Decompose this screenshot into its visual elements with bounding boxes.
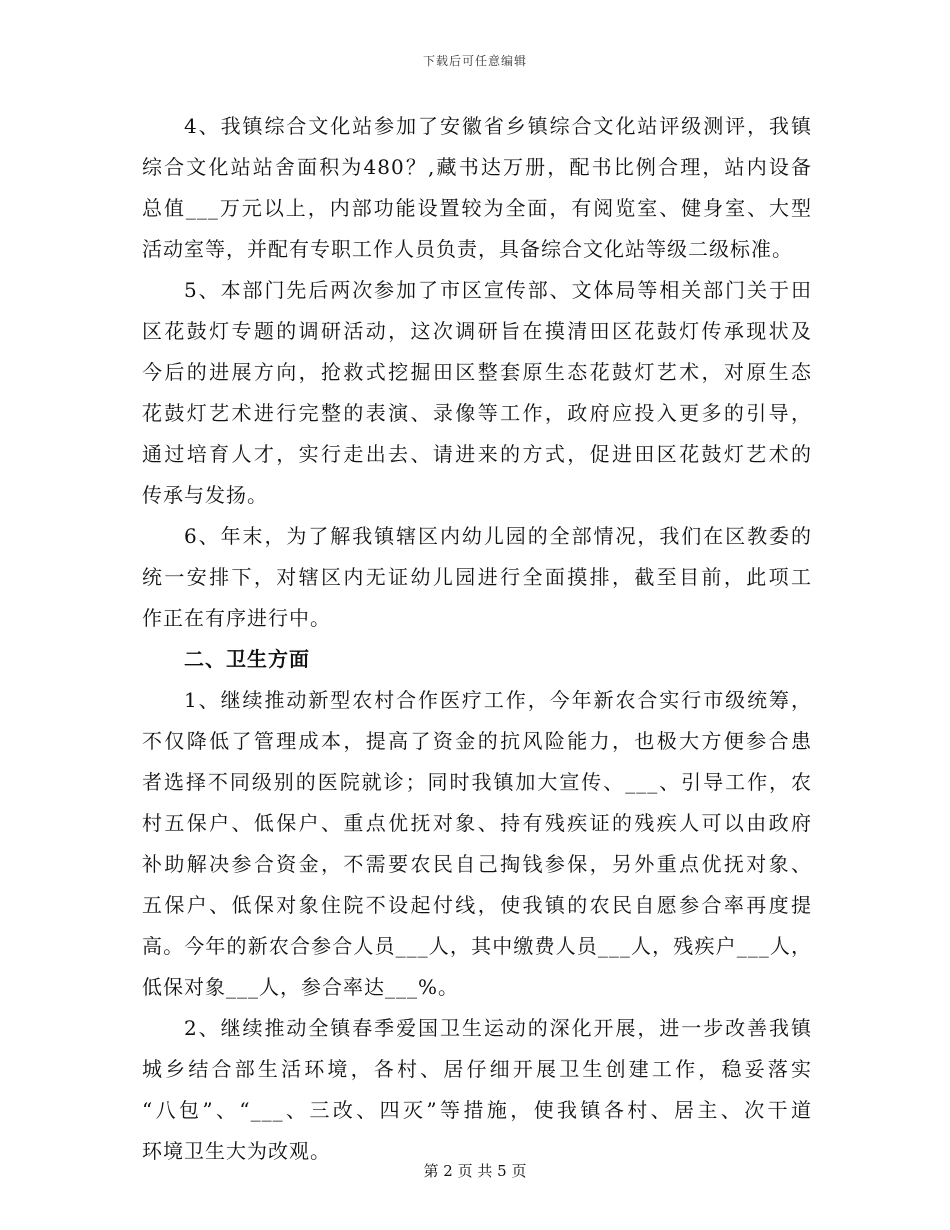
text-line: 传承与发扬。 <box>142 483 268 507</box>
text-line: 总值___万元以上，内部功能设置较为全面，有阅览室、健身室、大型 <box>142 196 812 220</box>
paragraph <box>142 680 812 1008</box>
text-line: 不仅降低了管理成本，提高了资金的抗风险能力，也极大方便参合患 <box>142 729 812 753</box>
paragraph <box>142 516 812 639</box>
text-line: 今后的进展方向，抢救式挖掘田区整套原生态花鼓灯艺术，对原生态 <box>142 360 812 384</box>
text-line: 综合文化站站舍面积为480？,藏书达万册，配书比例合理，站内设备 <box>142 155 812 179</box>
document-body <box>142 106 812 1172</box>
text-line: 五保户、低保对象住院不设起付线，使我镇的农民自愿参合率再度提 <box>142 893 812 917</box>
paragraph <box>142 106 812 270</box>
text-line: “八包”、“___、三改、四灭”等措施，使我镇各村、居主、次干道 <box>142 1098 812 1122</box>
text-line: 5、本部门先后两次参加了市区宣传部、文体局等相关部门关于田 <box>184 278 812 302</box>
text-line: 通过培育人才，实行走出去、请进来的方式，促进田区花鼓灯艺术的 <box>142 442 812 466</box>
paragraph <box>142 270 812 516</box>
text-line: 二、卫生方面 <box>184 647 310 671</box>
page-header: 下载后可任意编辑 <box>422 54 527 68</box>
text-line: 高。今年的新农合参合人员___人，其中缴费人员___人，残疾户___人， <box>142 934 812 958</box>
paragraph <box>142 1008 812 1172</box>
section-heading <box>142 639 812 680</box>
page-footer: 第 2 页 共 5 页 <box>423 1162 527 1180</box>
text-line: 6、年末，为了解我镇辖区内幼儿园的全部情况，我们在区教委的 <box>184 524 812 548</box>
text-line: 2、继续推动全镇春季爱国卫生运动的深化开展，进一步改善我镇 <box>184 1016 812 1040</box>
text-line: 1、继续推动新型农村合作医疗工作，今年新农合实行市级统筹， <box>184 688 812 712</box>
text-line: 城乡结合部生活环境，各村、居仔细开展卫生创建工作，稳妥落实 <box>142 1057 812 1081</box>
text-line: 统一安排下，对辖区内无证幼儿园进行全面摸排，截至目前，此项工 <box>142 565 812 589</box>
text-line: 村五保户、低保户、重点优抚对象、持有残疾证的残疾人可以由政府 <box>142 811 812 835</box>
text-line: 环境卫生大为改观。 <box>142 1139 331 1163</box>
text-line: 花鼓灯艺术进行完整的表演、录像等工作，政府应投入更多的引导， <box>142 401 812 425</box>
text-line: 区花鼓灯专题的调研活动，这次调研旨在摸清田区花鼓灯传承现状及 <box>142 319 812 343</box>
text-line: 低保对象___人，参合率达___%。 <box>142 975 460 999</box>
text-line: 4、我镇综合文化站参加了安徽省乡镇综合文化站评级测评，我镇 <box>184 114 812 138</box>
text-line: 作正在有序进行中。 <box>142 606 331 630</box>
text-line: 补助解决参合资金，不需要农民自己掏钱参保，另外重点优抚对象、 <box>142 852 812 876</box>
text-line: 活动室等，并配有专职工作人员负责，具备综合文化站等级二级标准。 <box>142 237 793 261</box>
text-line: 者选择不同级别的医院就诊；同时我镇加大宣传、___、引导工作，农 <box>142 770 812 794</box>
